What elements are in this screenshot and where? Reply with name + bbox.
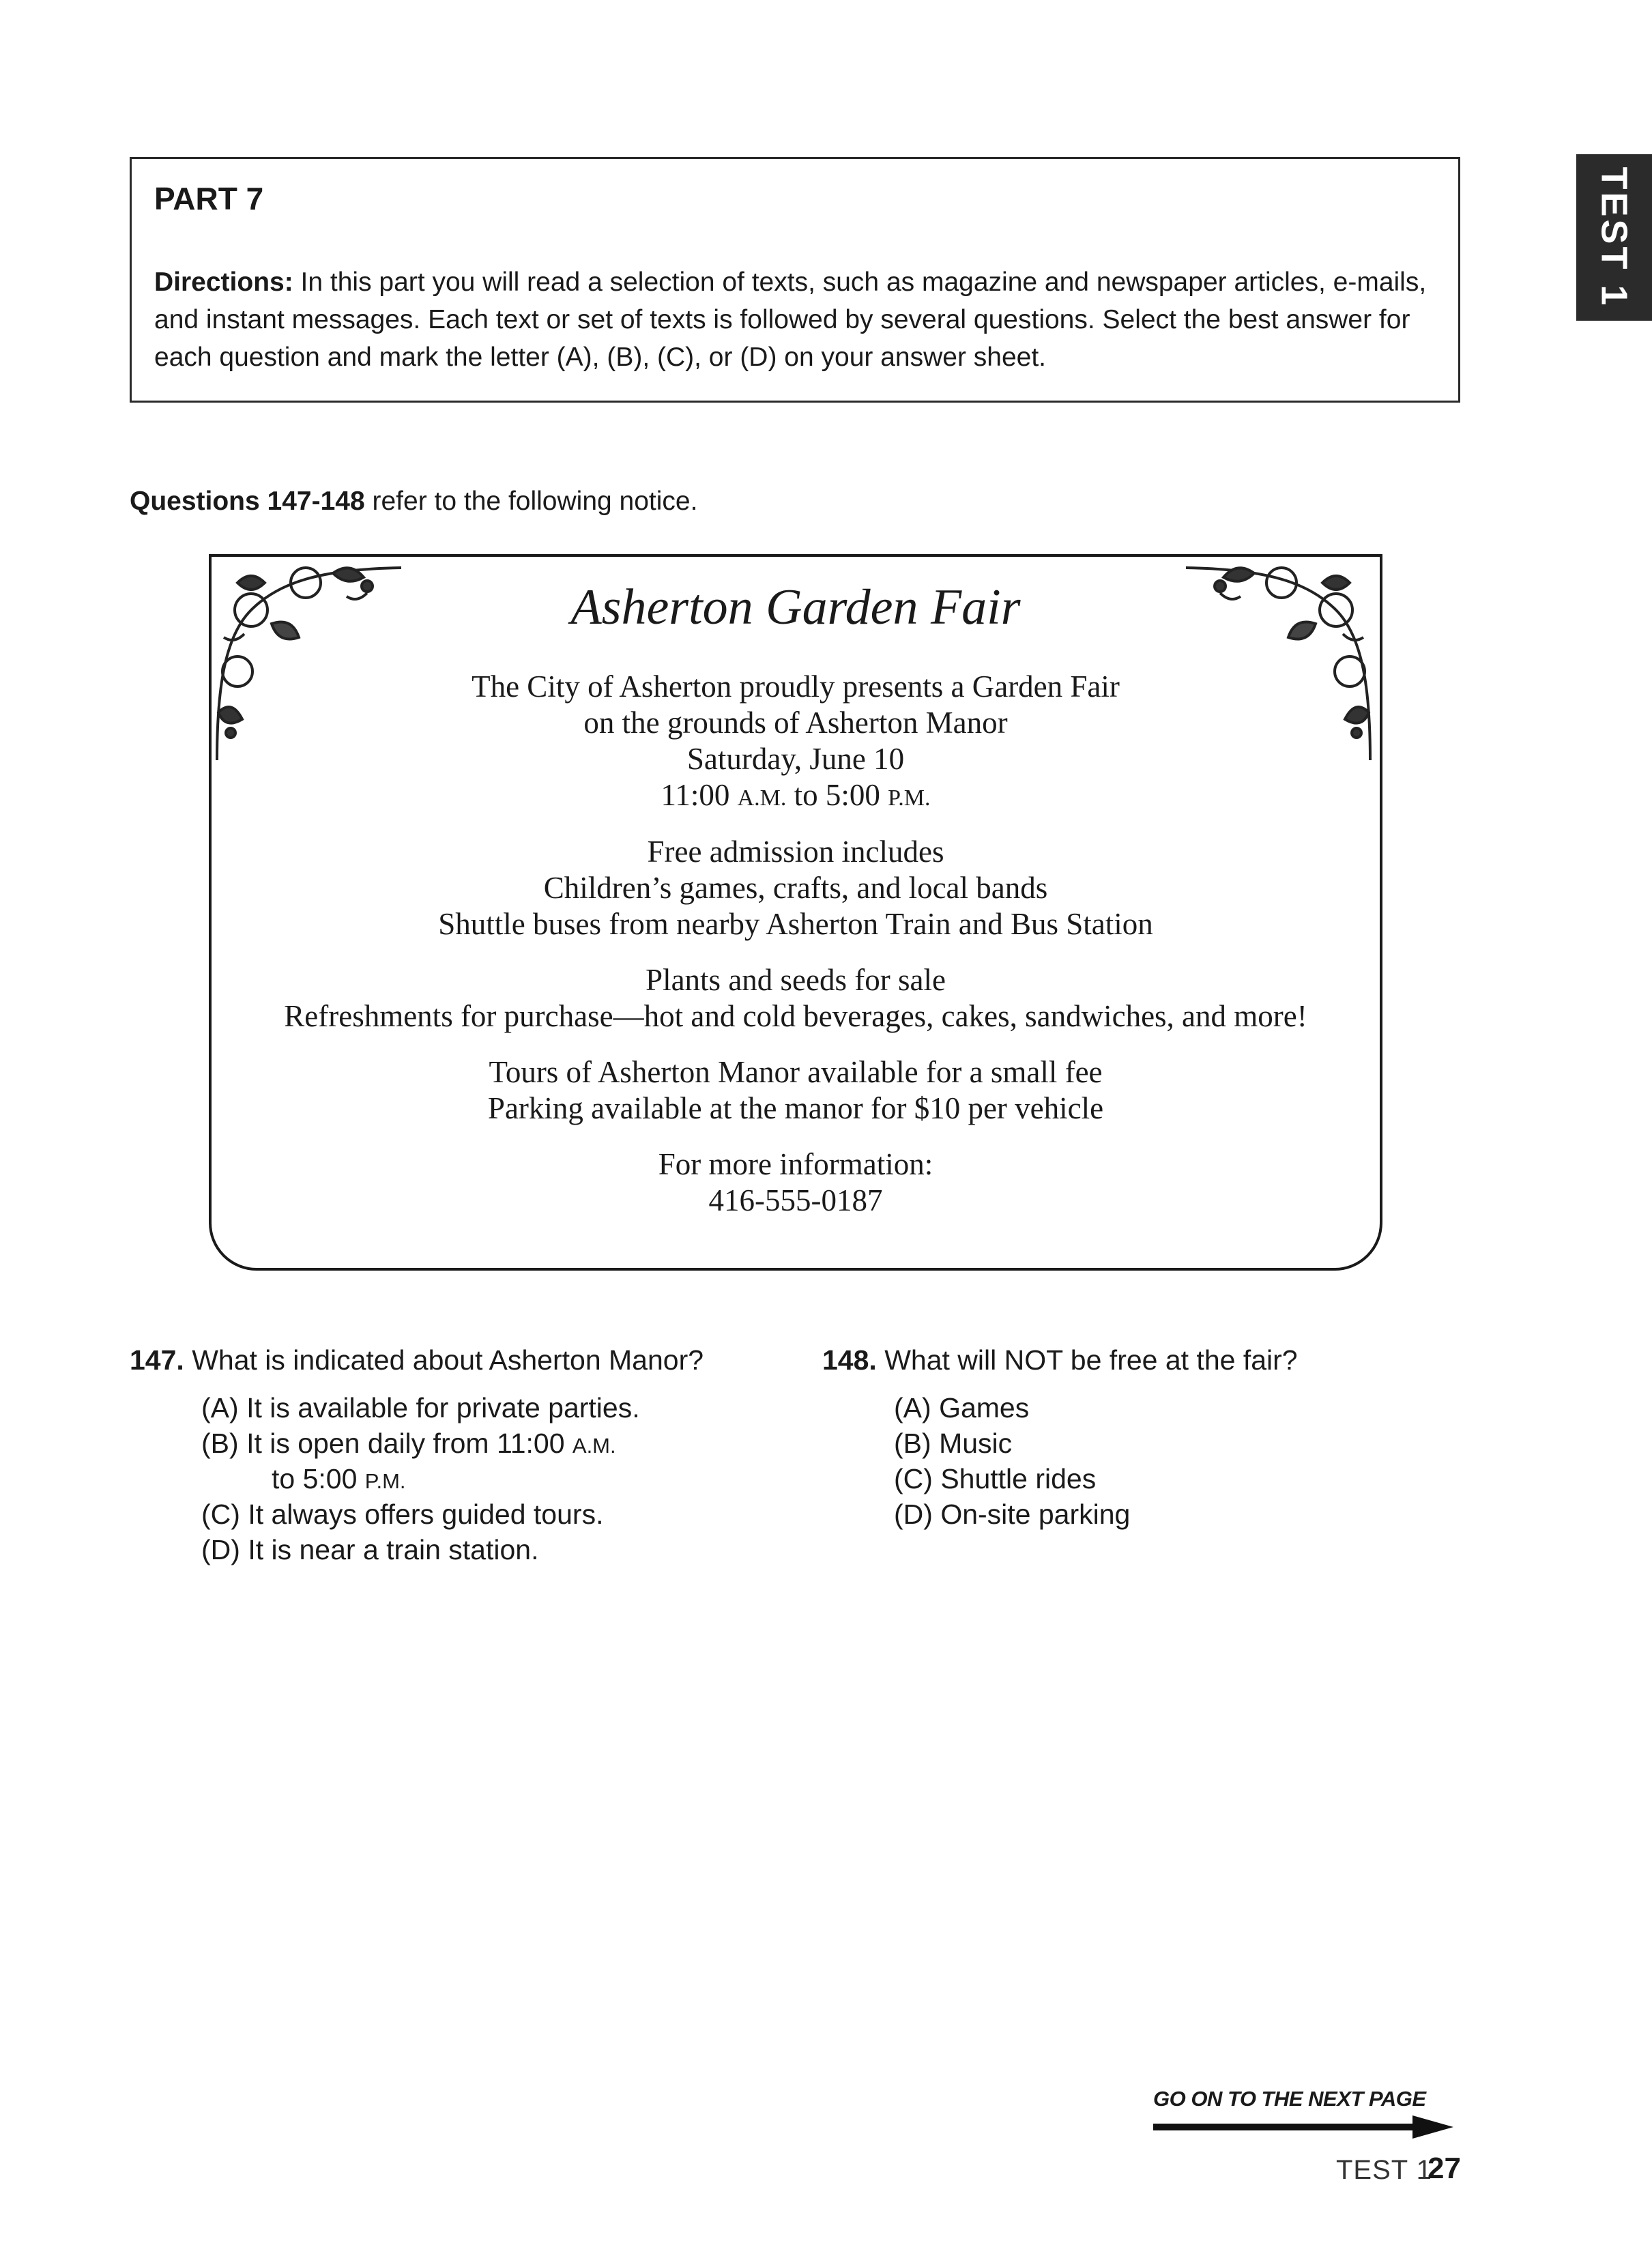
option-text: Shuttle rides [940, 1463, 1097, 1494]
option-148-d[interactable] [894, 1499, 1130, 1531]
page-number: 27 [1428, 2152, 1461, 2185]
questions-range: Questions 147-148 [130, 487, 365, 516]
test-side-tab-label-wrap [1576, 154, 1652, 321]
notice-line: Free admission includes [647, 835, 944, 869]
notice-line: Shuttle buses from nearby Asherton Train and Bus Station [438, 907, 1153, 941]
notice-line: Plants and seeds for sale [646, 963, 946, 997]
part-title: PART 7 [154, 181, 264, 216]
question-text: What is indicated about Asherton Manor? [184, 1344, 704, 1376]
notice-time-pm: P.M. [888, 785, 931, 811]
questions-intro-text: refer to the following notice. [364, 487, 698, 516]
option-letter: (B) [894, 1428, 931, 1459]
test-side-tab-label: TEST 1 [1593, 167, 1635, 308]
directions-text [154, 263, 1444, 376]
question-147 [130, 1344, 704, 1376]
right-arrow-icon [1153, 2114, 1453, 2140]
option-text: On-site parking [940, 1499, 1131, 1530]
notice-line: Parking available at the manor for $10 per vehicle [487, 1091, 1104, 1125]
footer-test-label: TEST 1 [1336, 2155, 1432, 2185]
option-text: Games [939, 1392, 1030, 1423]
notice-line: Refreshments for purchase—hot and cold beverages, cakes, sandwiches, and more! [284, 999, 1307, 1033]
notice-line: For more information: [658, 1147, 933, 1181]
notice-phone: 416-555-0187 [708, 1183, 883, 1217]
option-letter: (A) [894, 1392, 931, 1423]
question-148 [822, 1344, 1298, 1376]
directions-body: In this part you will read a selection of texts, such as magazine and newspaper articles, e-mails, and instant messages. Each text or set of texts is followed by several questions. Select the best answer for each question and mark the letter (A), (B), (C), or (D) on your answer sheet. [154, 267, 1427, 372]
option-letter: (C) [894, 1463, 933, 1494]
option-148-a[interactable] [894, 1392, 1029, 1424]
question-number: 148. [822, 1344, 877, 1376]
notice-time-to: to 5:00 [786, 778, 888, 812]
option-letter: (D) [894, 1499, 933, 1530]
directions-label: Directions: [154, 267, 293, 297]
option-text: It always offers guided tours. [248, 1499, 604, 1530]
option-letter: (D) [201, 1534, 240, 1565]
notice-line: Children’s games, crafts, and local bands [543, 871, 1048, 905]
notice-line: The City of Asherton proudly presents a Garden Fair [472, 669, 1120, 704]
notice-title: Asherton Garden Fair [570, 579, 1021, 635]
option-text: It is open daily from 11:00 [246, 1428, 573, 1459]
notice-time-start: 11:00 [661, 778, 738, 812]
option-147-d[interactable] [201, 1534, 538, 1566]
option-147-b[interactable] [201, 1428, 616, 1460]
option-148-c[interactable] [894, 1463, 1096, 1495]
notice-line: on the grounds of Asherton Manor [583, 706, 1008, 740]
option-text-suffix: A.M. [572, 1434, 616, 1458]
option-147-b-continued [272, 1463, 406, 1495]
option-text: It is near a train station. [248, 1534, 539, 1565]
notice-time-am: A.M. [737, 785, 787, 811]
notice-date: Saturday, June 10 [686, 742, 905, 776]
notice-line: Tours of Asherton Manor available for a small fee [489, 1055, 1103, 1089]
option-147-c[interactable] [201, 1499, 603, 1531]
go-on-next-page-label: GO ON TO THE NEXT PAGE [1153, 2087, 1426, 2111]
option-147-a[interactable] [201, 1392, 640, 1424]
option-148-b[interactable] [894, 1428, 1012, 1460]
option-text-cont-suffix: P.M. [364, 1469, 406, 1493]
question-text: What will NOT be free at the fair? [876, 1344, 1298, 1376]
notice-time [209, 777, 1382, 816]
option-text-cont: to 5:00 [272, 1463, 365, 1494]
option-text: Music [939, 1428, 1013, 1459]
option-letter: (B) [201, 1428, 239, 1459]
questions-intro [130, 487, 697, 517]
question-number: 147. [130, 1344, 184, 1376]
option-letter: (C) [201, 1499, 240, 1530]
option-text: It is available for private parties. [246, 1392, 640, 1423]
option-letter: (A) [201, 1392, 239, 1423]
